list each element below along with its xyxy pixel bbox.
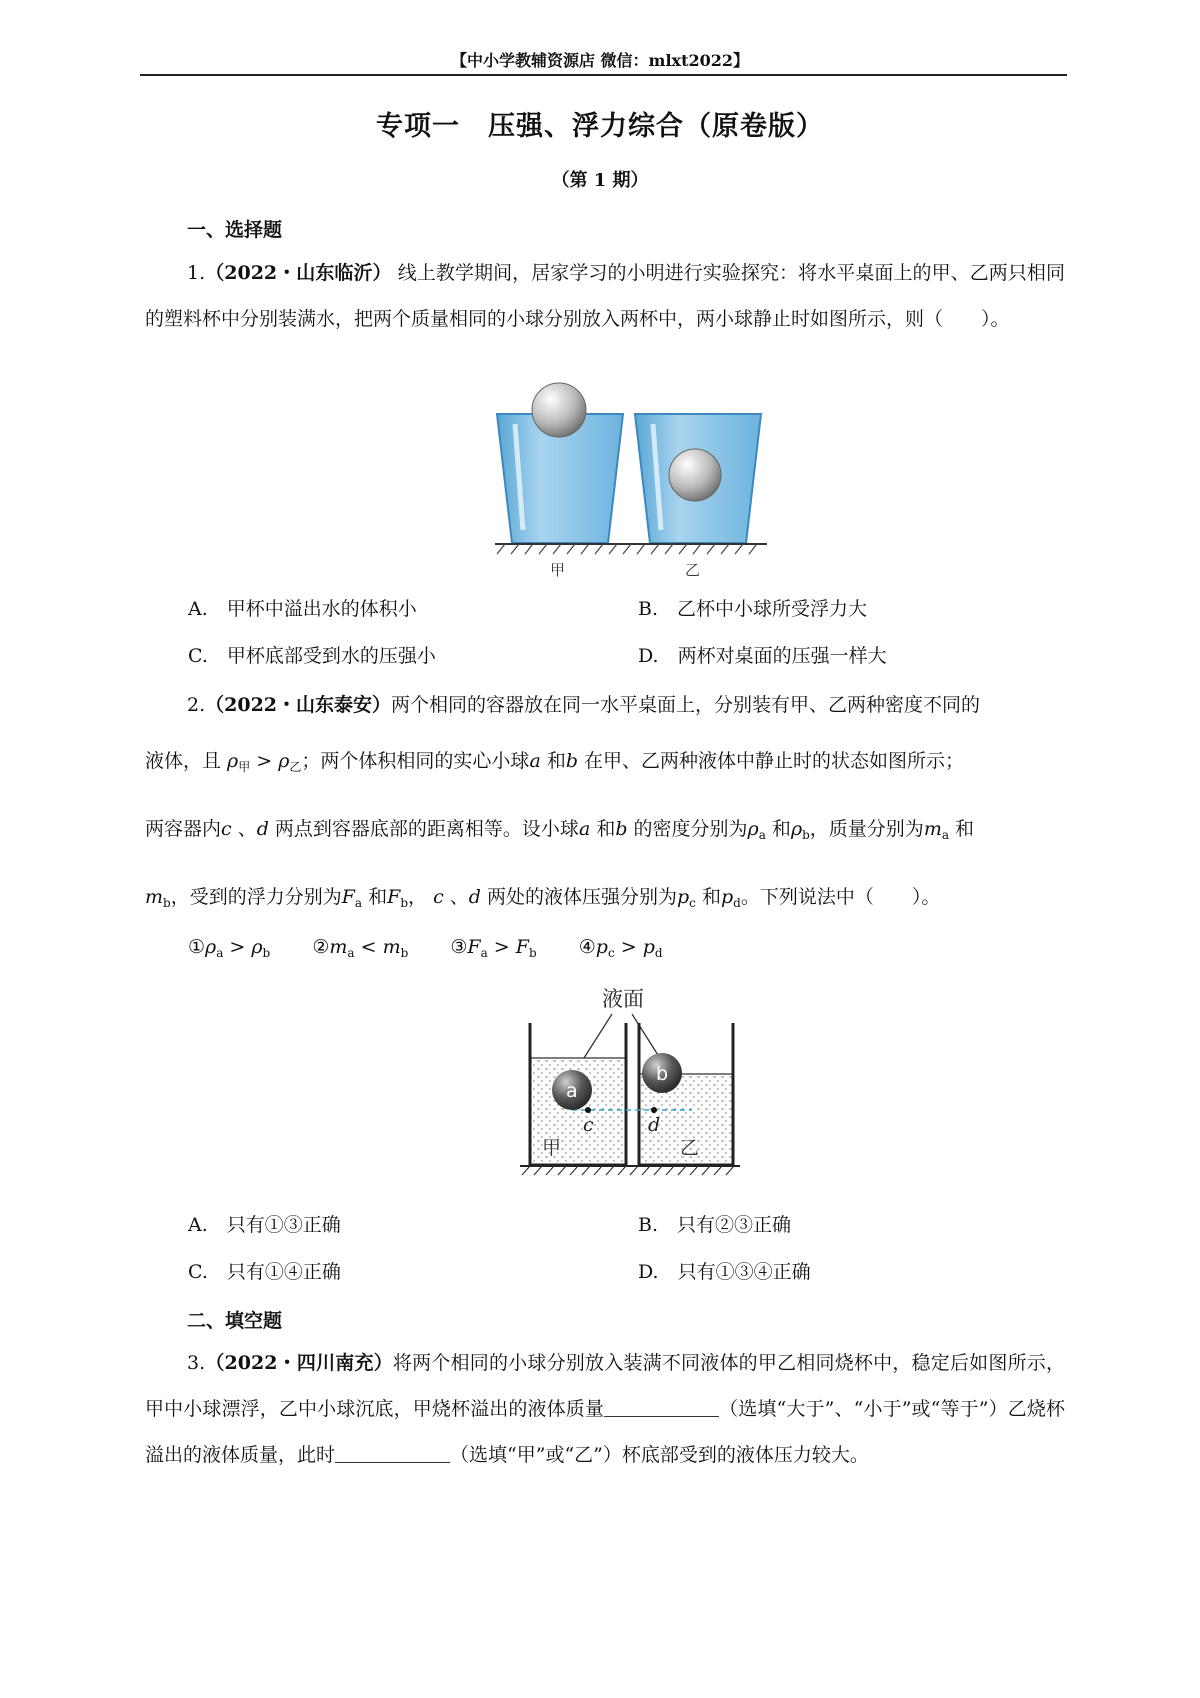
sub-d: d — [733, 896, 741, 910]
q3-source: （2022・四川南充） — [205, 1352, 393, 1374]
q2-l4d: 两处的液体压强分别为 — [480, 886, 677, 908]
circled-2: ② — [312, 936, 330, 958]
page-header: 【中小学教辅资源店 微信：mlxt2022】 — [450, 51, 750, 70]
var-d: d — [468, 886, 481, 908]
question-1 — [145, 250, 1065, 342]
and-word: 和 — [771, 818, 791, 840]
sub-a: a — [347, 946, 355, 960]
sub-c: c — [607, 946, 615, 960]
q1-option-d: D. 两杯对桌面的压强一样大 — [638, 645, 887, 667]
rho-jia-sub: 甲 — [238, 760, 251, 774]
question-2 — [145, 680, 1065, 934]
container-yi-label: 乙 — [680, 1137, 700, 1159]
var-b: b — [565, 750, 578, 772]
sub-b: b — [802, 828, 810, 842]
var-a: a — [529, 750, 541, 772]
var-d: d — [256, 818, 269, 840]
q2-l4c: ， — [408, 886, 428, 908]
q2-l3b: 两点到容器底部的距离相等。设小球 — [268, 818, 579, 840]
q1-cups-figure — [495, 380, 775, 580]
var-f: F — [467, 936, 481, 958]
q1-number: 1. — [187, 262, 206, 284]
table-hatching — [497, 544, 757, 554]
sub-b: b — [400, 946, 409, 960]
q2-l2b: ；两个体积相同的实心小球 — [301, 750, 530, 772]
sub-a: a — [758, 828, 766, 842]
q1-text: 线上教学期间，居家学习的小明进行实验探究：将水平桌面上的甲、乙两只相同的塑料杯中分别装满水，把两个质量相同的小球分别放入两杯中，两小球静止时如图所示，则（ ）。 — [145, 262, 1065, 330]
sub-c: c — [689, 896, 696, 910]
rho-symbol: ρ — [747, 818, 759, 840]
sub-d: d — [654, 946, 663, 960]
var-m: m — [382, 936, 401, 958]
sub-b: b — [528, 946, 537, 960]
dun-mark: 、 — [231, 818, 257, 840]
surface-pointer-left — [584, 1014, 612, 1058]
and-word: 和 — [596, 818, 616, 840]
q2-l2c: 在甲、乙两种液体中静止时的状态如图所示； — [578, 750, 965, 772]
and-word: 和 — [955, 818, 975, 840]
var-f: F — [515, 936, 529, 958]
question-3 — [145, 1340, 1065, 1478]
q2-containers-figure — [520, 978, 740, 1192]
sub-a: a — [480, 946, 488, 960]
rho-symbol: ρ — [278, 750, 290, 772]
and-word: 和 — [546, 750, 566, 772]
gt-sign: > — [223, 936, 252, 958]
q2-l3a: 两容器内 — [145, 818, 222, 840]
q1-option-b: B. 乙杯中小球所受浮力大 — [638, 598, 868, 620]
liquid-surface-label: 液面 — [602, 987, 644, 1011]
q2-l4e: 。下列说法中（ ）。 — [740, 886, 941, 908]
q2-l2a: 液体，且 — [145, 750, 228, 772]
q1-label-jia: 甲 — [550, 561, 566, 579]
sub-b: b — [262, 946, 271, 960]
var-c: c — [221, 818, 232, 840]
container-jia-label: 甲 — [542, 1137, 562, 1159]
point-c — [585, 1107, 591, 1113]
q1-option-c: C. 甲杯底部受到水的压强小 — [188, 645, 436, 667]
q3-text-1: 将两个相同的小球分别放入装满不同液体的甲乙相同烧杯中，稳定后如图所示，甲中小球漂浮，乙中小球沉底，甲烧杯溢出的液体质量 — [145, 1352, 1065, 1420]
circled-3: ③ — [450, 936, 468, 958]
var-p: p — [595, 936, 608, 958]
var-p: p — [677, 886, 690, 908]
rho-symbol: ρ — [251, 936, 263, 958]
var-p: p — [720, 886, 734, 908]
var-f: F — [341, 886, 355, 908]
header-rule — [140, 74, 1067, 76]
submerged-ball — [669, 449, 721, 501]
point-d-label: d — [648, 1114, 661, 1136]
page-subtitle: （第 1 期） — [551, 170, 649, 191]
var-p: p — [642, 936, 655, 958]
rho-symbol: ρ — [227, 750, 239, 772]
ground-hatching — [522, 1166, 734, 1175]
point-c-label: c — [583, 1114, 594, 1136]
circled-1: ① — [188, 936, 206, 958]
q2-option-c: C. 只有①④正确 — [188, 1261, 341, 1283]
q2-l4a: ，质量分别为 — [809, 818, 924, 840]
sub-b: b — [400, 896, 409, 910]
q2-option-b: B. 只有②③正确 — [638, 1214, 792, 1236]
lt-sign: < — [354, 936, 383, 958]
q3-blank-2[interactable] — [335, 1444, 450, 1463]
q2-option-a: A. 只有①③正确 — [188, 1214, 341, 1236]
rho-yi-sub: 乙 — [289, 760, 302, 774]
dun-mark: 、 — [443, 886, 469, 908]
var-a: a — [578, 818, 591, 840]
sub-b: b — [163, 896, 171, 910]
sub-a: a — [216, 946, 224, 960]
q1-option-a: A. 甲杯中溢出水的体积小 — [188, 598, 417, 620]
gt-sign: > — [487, 936, 516, 958]
q2-statements — [188, 936, 663, 960]
floating-ball — [532, 383, 586, 437]
q3-number: 3. — [187, 1352, 206, 1374]
page-title: 专项一 压强、浮力综合（原卷版） — [376, 111, 824, 142]
gt-sign: > — [614, 936, 643, 958]
q2-l3c: 的密度分别为 — [627, 818, 748, 840]
q2-l4b: ，受到的浮力分别为 — [170, 886, 342, 908]
q2-source: （2022・山东泰安） — [205, 694, 392, 716]
var-m: m — [329, 936, 348, 958]
var-b: b — [615, 818, 628, 840]
q2-line1: 两个相同的容器放在同一水平桌面上，分别装有甲、乙两种密度不同的 — [391, 694, 981, 716]
var-m: m — [923, 818, 942, 840]
circled-4: ④ — [578, 936, 596, 958]
sub-a: a — [354, 896, 363, 910]
q2-number: 2. — [187, 694, 206, 716]
q3-text-2: （选填“大于”、“小于”或“等于”）乙烧杯溢出的液体质量，此时 — [145, 1398, 1065, 1466]
ball-a-label: a — [566, 1080, 578, 1102]
and-word: 和 — [701, 886, 721, 908]
gt-sign: > — [250, 750, 279, 772]
rho-symbol: ρ — [790, 818, 803, 840]
q1-source: （2022・山东临沂） — [205, 262, 392, 284]
q3-blank-1[interactable] — [604, 1398, 719, 1417]
ball-b-label: b — [656, 1063, 669, 1085]
q1-label-yi: 乙 — [685, 561, 701, 579]
q2-option-d: D. 只有①③④正确 — [638, 1261, 811, 1283]
q3-text-3: （选填“甲”或“乙”）杯底部受到的液体压力较大。 — [450, 1444, 869, 1466]
and-word: 和 — [368, 886, 388, 908]
var-m: m — [145, 886, 164, 908]
section-choice-heading: 一、选择题 — [187, 219, 283, 241]
rho-symbol: ρ — [205, 936, 217, 958]
section-fill-heading: 二、填空题 — [187, 1310, 283, 1332]
sub-a: a — [941, 828, 949, 842]
var-c: c — [433, 886, 444, 908]
point-d — [651, 1107, 657, 1113]
var-f: F — [387, 886, 401, 908]
